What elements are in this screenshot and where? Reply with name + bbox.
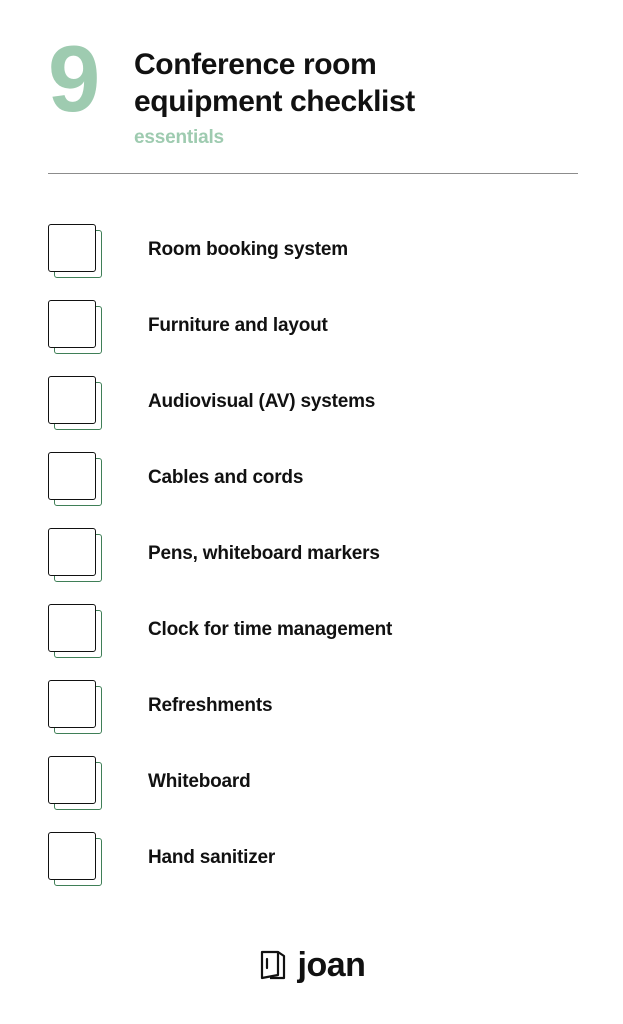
checkbox-wrapper[interactable] bbox=[48, 528, 148, 580]
list-item-label: Furniture and layout bbox=[148, 314, 328, 336]
header-divider bbox=[48, 173, 578, 174]
checkbox-wrapper[interactable] bbox=[48, 300, 148, 352]
list-item[interactable] bbox=[48, 440, 578, 516]
checkbox-7[interactable] bbox=[48, 756, 96, 804]
checkbox-3[interactable] bbox=[48, 452, 96, 500]
checkbox-wrapper[interactable] bbox=[48, 452, 148, 504]
checkbox-2[interactable] bbox=[48, 376, 96, 424]
list-item-label: Pens, whiteboard markers bbox=[148, 542, 380, 564]
page-title-line-2: equipment checklist bbox=[134, 85, 415, 119]
list-item[interactable] bbox=[48, 516, 578, 592]
title-block bbox=[134, 34, 578, 149]
page-title-line-1: Conference room bbox=[134, 48, 377, 81]
list-item-label: Audiovisual (AV) systems bbox=[148, 390, 376, 412]
footer-brand bbox=[0, 948, 623, 982]
checklist bbox=[0, 212, 623, 896]
list-item[interactable] bbox=[48, 212, 578, 288]
checkbox-0[interactable] bbox=[48, 224, 96, 272]
list-item[interactable] bbox=[48, 668, 578, 744]
checkbox-5[interactable] bbox=[48, 604, 96, 652]
brand-name: joan bbox=[297, 946, 366, 984]
checkbox-wrapper[interactable] bbox=[48, 680, 148, 732]
list-item[interactable] bbox=[48, 592, 578, 668]
list-item-label: Whiteboard bbox=[148, 770, 251, 792]
joan-book-icon bbox=[258, 949, 288, 981]
list-item-label: Cables and cords bbox=[148, 466, 304, 488]
checkbox-wrapper[interactable] bbox=[48, 756, 148, 808]
checkbox-4[interactable] bbox=[48, 528, 96, 576]
list-item[interactable] bbox=[48, 820, 578, 896]
checkbox-wrapper[interactable] bbox=[48, 832, 148, 884]
checkbox-6[interactable] bbox=[48, 680, 96, 728]
list-item-label: Room booking system bbox=[148, 238, 348, 260]
list-item-label: Refreshments bbox=[148, 694, 273, 716]
list-item[interactable] bbox=[48, 744, 578, 820]
list-item[interactable] bbox=[48, 288, 578, 364]
checkbox-wrapper[interactable] bbox=[48, 376, 148, 428]
checkbox-wrapper[interactable] bbox=[48, 224, 148, 276]
list-item[interactable] bbox=[48, 364, 578, 440]
list-item-label: Hand sanitizer bbox=[148, 846, 276, 868]
checkbox-wrapper[interactable] bbox=[48, 604, 148, 656]
page-subtitle: essentials bbox=[134, 127, 224, 149]
checkbox-8[interactable] bbox=[48, 832, 96, 880]
list-item-label: Clock for time management bbox=[148, 618, 393, 640]
list-number: 9 bbox=[48, 26, 99, 131]
page-title bbox=[134, 46, 578, 120]
page-header bbox=[0, 0, 623, 149]
checkbox-1[interactable] bbox=[48, 300, 96, 348]
